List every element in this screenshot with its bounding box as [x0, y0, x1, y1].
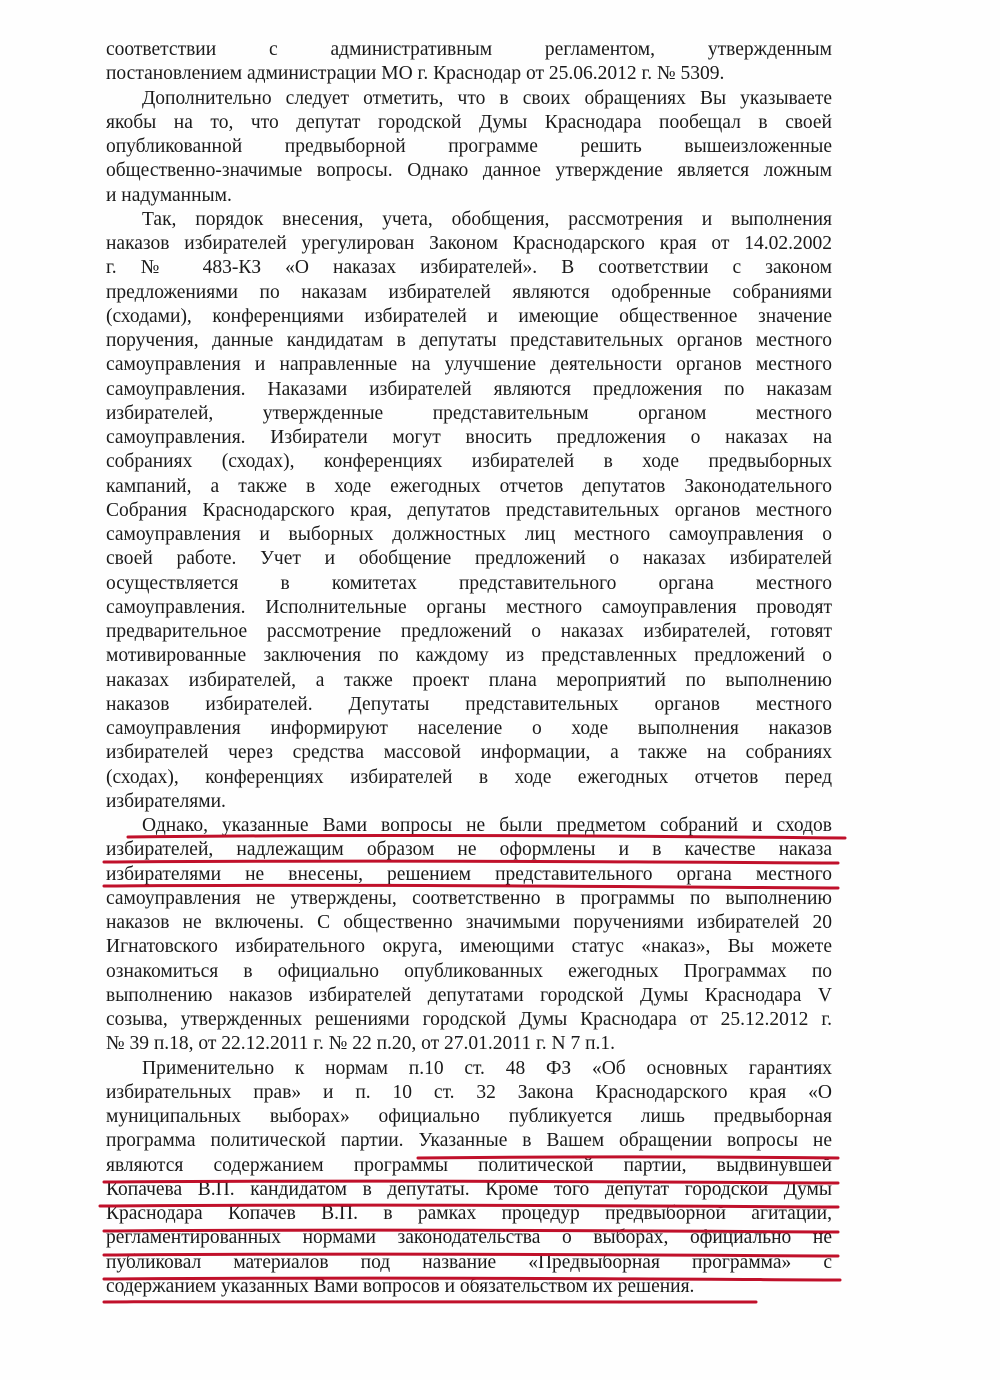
- text-line: избирателей, надлежащим образом не оформлены и в качестве наказа: [106, 839, 832, 861]
- text-line: избирателей через средства массовой информации, а также на собраниях: [106, 742, 832, 764]
- text-line: самоуправления не утверждены, соответственно в программы по выполнению: [106, 887, 832, 909]
- text-line: Применительно к нормам п.10 ст. 48 ФЗ «Об основных гарантиях: [142, 1057, 832, 1079]
- text-line: (сходами), конференциями избирателей и имеющие общественное значение: [106, 305, 832, 327]
- text-line: общественно-значимые вопросы. Однако данное утверждение является ложным: [106, 160, 832, 182]
- text-line: содержанием указанных Вами вопросов и обязательством их решения.: [106, 1275, 695, 1297]
- text-line: собраниях (сходах), конференциях избирателей в ходе предвыборных: [106, 451, 832, 473]
- text-line: кампаний, а также в ходе ежегодных отчетов депутатов Законодательного: [106, 475, 832, 497]
- text-line: наказов не включены. С общественно значимыми поручениями избирателей 20: [106, 912, 832, 933]
- text-line: самоуправления и выборных должностных лиц местного самоуправления о: [106, 524, 832, 545]
- text-line: осуществляется в комитетах представительного органа местного: [106, 572, 832, 594]
- text-line: избирательных прав» и п. 10 ст. 32 Закона Краснодарского края «О: [106, 1081, 832, 1103]
- text-line: избирателями.: [106, 790, 226, 812]
- text-line: выполнению наказов избирателей депутатами городской Думы Краснодара V: [106, 984, 832, 1006]
- text-line: самоуправления. Избиратели могут вносить предложения о наказах на: [106, 427, 832, 448]
- text-line: самоуправления. Наказами избирателей являются предложения по наказам: [106, 378, 832, 400]
- text-line: поручения, данные кандидатам в депутаты представительных органов местного: [106, 330, 832, 351]
- text-line: Однако, указанные Вами вопросы не были предметом собраний и сходов: [142, 815, 832, 836]
- text-line: избирателями не внесены, решением представительного органа местного: [106, 863, 832, 885]
- text-line: якобы на то, что депутат городской Думы Краснодара пообещал в своей: [106, 111, 832, 133]
- text-line: Так, порядок внесения, учета, обобщения, рассмотрения и выполнения: [142, 208, 832, 230]
- letter-body: [106, 38, 832, 1299]
- text-line: предварительное рассмотрение предложений о наказах избирателей, готовят: [106, 621, 832, 642]
- text-line: и надуманным.: [106, 184, 232, 206]
- text-line: муниципальных выборах» официально публикуется лишь предвыборная: [106, 1106, 832, 1127]
- text-line: Собрания Краснодарского края, депутатов представительных органов местного: [106, 499, 832, 521]
- text-line: мотивированные заключения по каждому из представленных предложений о: [106, 645, 832, 667]
- text-line: ознакомиться в официально опубликованных ежегодных Программах по: [106, 960, 832, 982]
- text-line: (сходах), конференциях избирателей в ходе ежегодных отчетов перед: [106, 766, 832, 788]
- underline-10: [104, 1301, 756, 1302]
- text-line: программа политической партии. Указанные в Вашем обращении вопросы не: [106, 1130, 832, 1152]
- text-line: являются содержанием программы политической партии, выдвинувшей: [106, 1154, 832, 1176]
- text-line: № 39 п.18, от 22.12.2011 г. № 22 п.20, от 27.01.2011 г. N 7 п.1.: [106, 1033, 616, 1055]
- text-line: Дополнительно следует отметить, что в своих обращениях Вы указываете: [142, 87, 832, 109]
- text-line: наказов избирателей урегулирован Законом Краснодарского края от 14.02.2002: [106, 233, 832, 254]
- text-line: Игнатовского избирательного округа, имеющими статус «наказ», Вы можете: [106, 936, 832, 958]
- text-line: самоуправления информируют население о ходе выполнения наказов: [106, 718, 832, 739]
- text-line: г. № 483-КЗ «О наказах избирателей». В соответствии с законом: [106, 257, 832, 279]
- text-line: Краснодара Копачев В.П. в рамках процедур предвыборной агитации,: [106, 1203, 832, 1224]
- text-line: наказах избирателей, а также проект плана мероприятий по выполнению: [106, 669, 832, 691]
- text-line: соответствии с административным регламентом, утвержденным: [106, 39, 832, 60]
- text-line: созыва, утвержденных решениями городской Думы Краснодара от 25.12.2012 г.: [106, 1009, 832, 1030]
- text-line: самоуправления и направленные на улучшение деятельности органов местного: [106, 354, 832, 376]
- text-line: наказов избирателей. Депутаты представительных органов местного: [106, 693, 832, 715]
- text-line: опубликованной предвыборной программе решить вышеизложенные: [106, 136, 832, 157]
- text-line: Копачева В.П. кандидатом в депутаты. Кроме того депутат городской Думы: [106, 1178, 832, 1200]
- text-line: избирателей, утвержденные представительным органом местного: [106, 402, 832, 424]
- text-line: самоуправления. Исполнительные органы местного самоуправления проводят: [106, 596, 832, 618]
- text-line: регламентированных нормами законодательства о выборах, официально не: [106, 1227, 832, 1249]
- text-line: постановлением администрации МО г. Краснодар от 25.06.2012 г. № 5309.: [106, 63, 725, 85]
- text-line: своей работе. Учет и обобщение предложений о наказах избирателей: [106, 548, 832, 570]
- text-line: публиковал материалов под название «Предвыборная программа» с: [106, 1251, 832, 1273]
- text-line: предложениями по наказам избирателей являются одобренные собраниями: [106, 281, 832, 303]
